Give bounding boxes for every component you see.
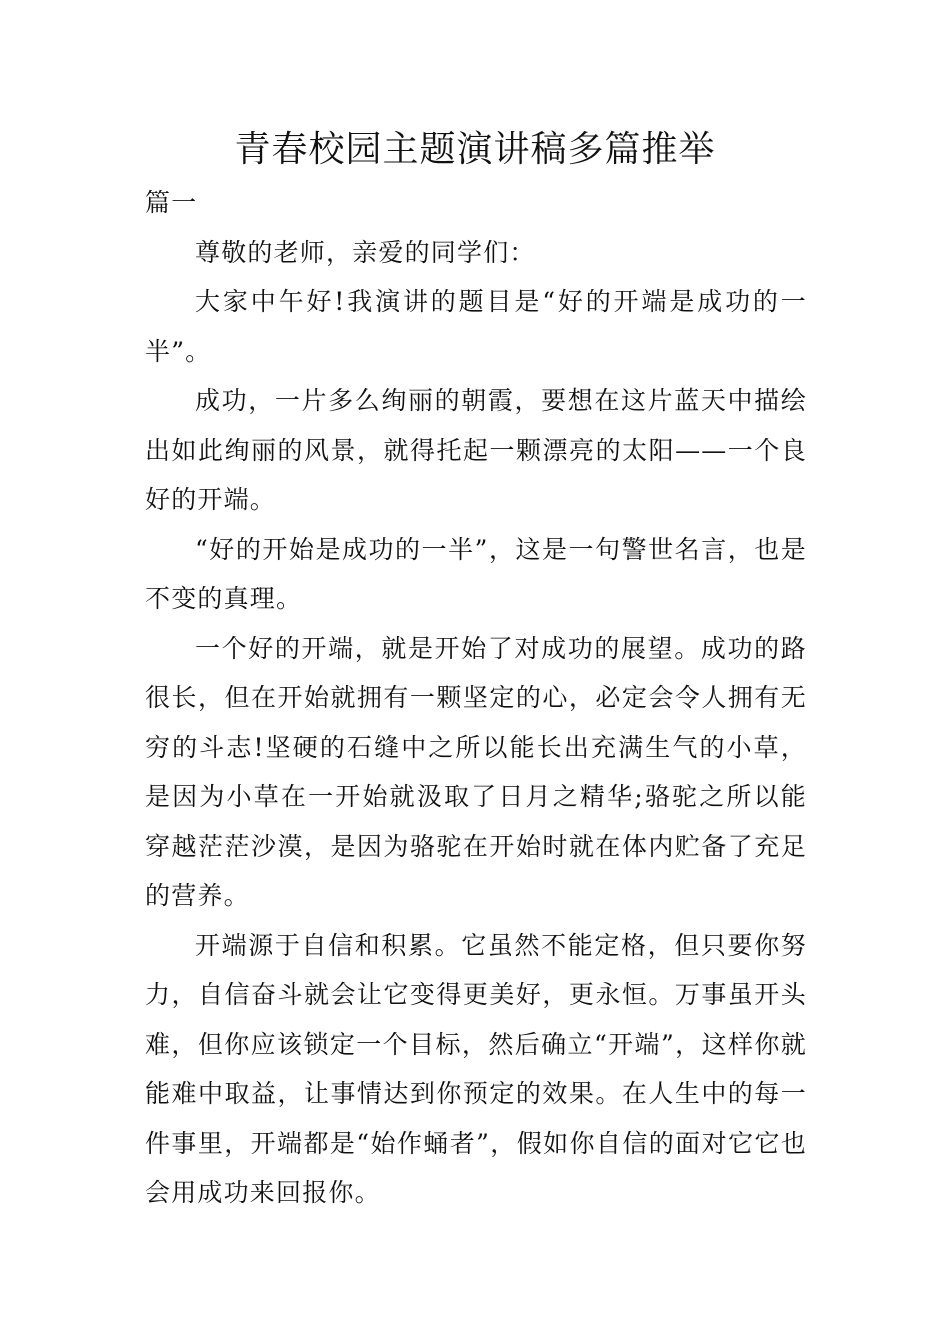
body-paragraph: 开端源于自信和积累。它虽然不能定格，但只要你努力，自信奋斗就会让它变得更美好，更永恒。万事虽开头难，但你应该锁定一个目标，然后确立“开端”，这样你就能难中取益，让事情达到你预定的效果。在人生中的每一件事里，开端都是“始作蛹者”，假如你自信的面对它它也会用成功来回报你。 bbox=[145, 930, 807, 1207]
body-paragraph: 一个好的开端，就是开始了对成功的展望。成功的路很长，但在开始就拥有一颗坚定的心，必定会令人拥有无穷的斗志!坚硬的石缝中之所以能长出充满生气的小草，是因为小草在一开始就汲取了日月之精华;骆驼之所以能穿越茫茫沙漠，是因为骆驼在开始时就在体内贮备了充足的营养。 bbox=[145, 633, 807, 910]
salutation-paragraph: 尊敬的老师，亲爱的同学们： bbox=[195, 237, 536, 267]
body-paragraph: 大家中午好!我演讲的题目是“好的开端是成功的一半”。 bbox=[145, 287, 807, 366]
document-body bbox=[145, 178, 807, 1218]
section-label: 篇一 bbox=[145, 188, 198, 217]
document-title: 青春校园主题演讲稿多篇推举 bbox=[234, 129, 716, 170]
body-paragraph: “好的开始是成功的一半”，这是一句警世名言，也是不变的真理。 bbox=[145, 534, 807, 613]
body-paragraph: 成功，一片多么绚丽的朝霞，要想在这片蓝天中描绘出如此绚丽的风景，就得托起一颗漂亮的太阳——一个良好的开端。 bbox=[145, 386, 807, 514]
